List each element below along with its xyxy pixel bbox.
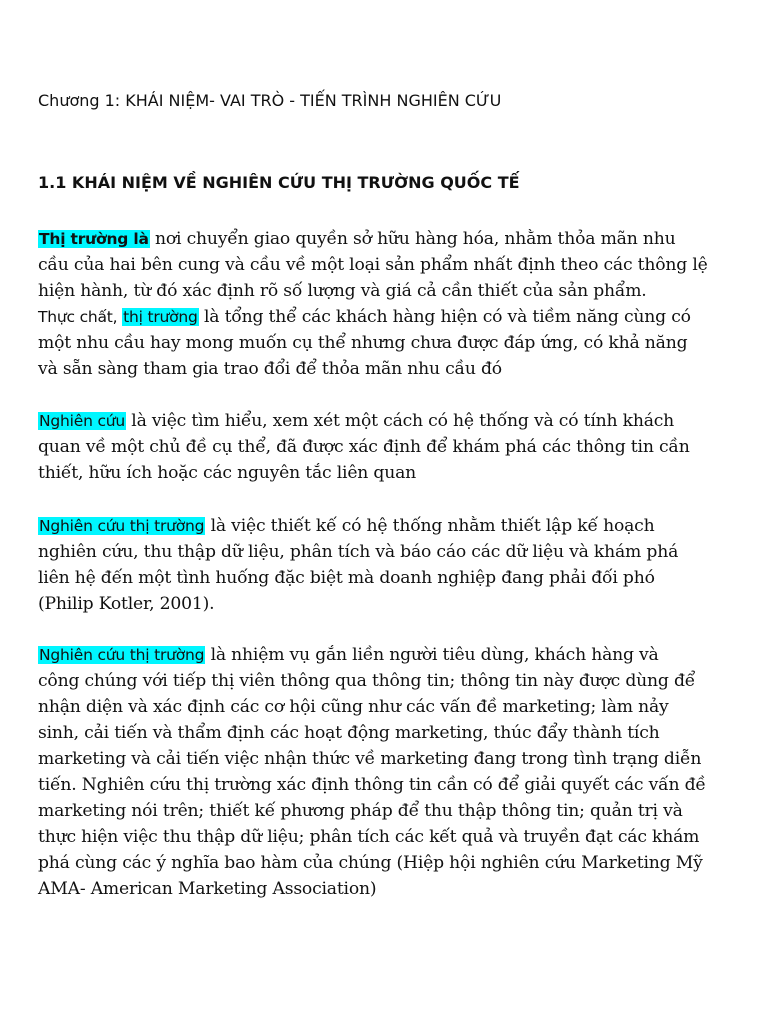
section-title: 1.1 KHÁI NIỆM VỀ NGHIÊN CỨU THỊ TRƯỜNG QUỐC TẾ xyxy=(38,173,520,192)
text-run: nơi chuyển giao quyền sở hữu hàng hóa, nhằm thỏa mãn nhu xyxy=(149,229,676,249)
paragraph-line: công chúng với tiếp thị viên thông qua thông tin; thông tin này được dùng để xyxy=(38,671,696,691)
paragraph-line: AMA- American Marketing Association) xyxy=(38,879,377,899)
paragraph-research-definition xyxy=(38,408,738,486)
highlighted-term: Nghiên cứu xyxy=(39,412,126,430)
paragraph-line: thực hiện việc thu thập dữ liệu; phân tích các kết quả và truyền đạt các khám xyxy=(38,827,700,847)
paragraph-market-definition xyxy=(38,226,738,382)
paragraph-line: thiết, hữu ích hoặc các nguyên tắc liên quan xyxy=(38,463,417,483)
paragraph-line: quan về một chủ đề cụ thể, đã được xác định để khám phá các thông tin cần xyxy=(38,437,690,457)
paragraph-line: sinh, cải tiến và thẩm định các hoạt động marketing, thúc đẩy thành tích xyxy=(38,723,660,743)
text-run: là việc tìm hiểu, xem xét một cách có hệ thống và có tính khách xyxy=(126,411,675,431)
text-run: là tổng thể các khách hàng hiện có và tiềm năng cùng có xyxy=(198,307,691,327)
highlighted-term: thị trường xyxy=(123,308,198,326)
text-run: là việc thiết kế có hệ thống nhằm thiết lập kế hoạch xyxy=(205,516,655,536)
paragraph-line: cầu của hai bên cung và cầu về một loại sản phẩm nhất định theo các thông lệ xyxy=(38,255,708,275)
text-run: là nhiệm vụ gắn liền người tiêu dùng, khách hàng và xyxy=(205,645,659,665)
paragraph-line: marketing và cải tiến việc nhận thức về marketing đang trong tình trạng diễn xyxy=(38,749,702,769)
paragraph-line xyxy=(38,513,738,539)
paragraph-line: và sẵn sàng tham gia trao đổi để thỏa mãn nhu cầu đó xyxy=(38,359,502,379)
paragraph-line: tiến. Nghiên cứu thị trường xác định thông tin cần có để giải quyết các vấn đề xyxy=(38,775,706,795)
paragraph-line xyxy=(38,642,738,668)
chapter-title: Chương 1: KHÁI NIỆM- VAI TRÒ - TIẾN TRÌNH NGHIÊN CỨU xyxy=(38,91,502,110)
paragraph-line xyxy=(38,408,738,434)
paragraph-line xyxy=(38,226,738,252)
paragraph-line: liên hệ đến một tình huống đặc biệt mà doanh nghiệp đang phải đối phó xyxy=(38,568,655,588)
highlighted-term: Nghiên cứu thị trường xyxy=(39,646,205,664)
paragraph-line: hiện hành, từ đó xác định rõ số lượng và giá cả cần thiết của sản phẩm. xyxy=(38,281,647,301)
paragraph-kotler-definition xyxy=(38,513,738,617)
paragraph-line: nghiên cứu, thu thập dữ liệu, phân tích và báo cáo các dữ liệu và khám phá xyxy=(38,542,679,562)
paragraph-line: phá cùng các ý nghĩa bao hàm của chúng (Hiệp hội nghiên cứu Marketing Mỹ xyxy=(38,853,703,873)
text-run: Thực chất, xyxy=(38,308,123,326)
paragraph-line: nhận diện và xác định các cơ hội cũng như các vấn đề marketing; làm nảy xyxy=(38,697,669,717)
paragraph-line: (Philip Kotler, 2001). xyxy=(38,594,215,614)
paragraph-line xyxy=(38,304,738,330)
paragraph-ama-definition xyxy=(38,642,738,902)
paragraph-line: một nhu cầu hay mong muốn cụ thể nhưng chưa được đáp ứng, có khả năng xyxy=(38,333,688,353)
highlighted-term: Thị trường là xyxy=(39,230,149,248)
highlighted-term: Nghiên cứu thị trường xyxy=(39,517,205,535)
paragraph-line: marketing nói trên; thiết kế phương pháp để thu thập thông tin; quản trị và xyxy=(38,801,683,821)
